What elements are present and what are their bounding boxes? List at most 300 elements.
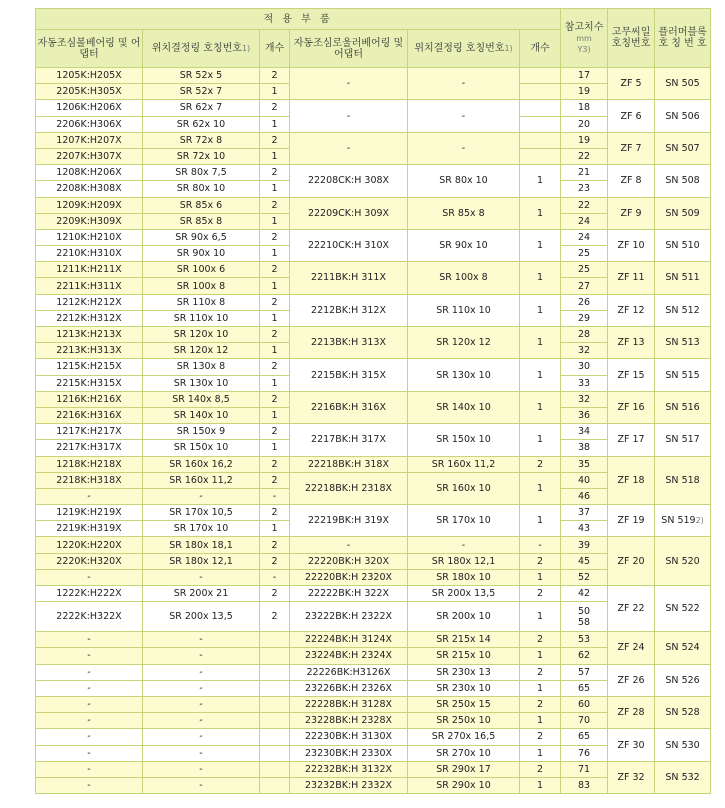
plummer-block-cell: SN 520	[655, 537, 711, 586]
count-cell	[260, 713, 290, 729]
plummer-block-cell: SN 524	[655, 632, 711, 664]
roller-locating-ring-cell: -	[408, 537, 520, 553]
locating-ring-cell: -	[143, 569, 260, 585]
roller-bearing-cell: 22228BK:H 3128X	[290, 696, 408, 712]
roller-locating-ring-cell: -	[408, 132, 520, 164]
ball-bearing-cell: 2213K:H313X	[36, 343, 143, 359]
locating-ring-cell: SR 120x 12	[143, 343, 260, 359]
locating-ring-cell: -	[143, 761, 260, 777]
plummer-block-cell: SN 509	[655, 197, 711, 229]
plummer-block-cell: SN 5192)	[655, 505, 711, 537]
roller-count-cell	[520, 100, 561, 116]
count-cell: 1	[260, 213, 290, 229]
count-cell	[260, 696, 290, 712]
roller-count-cell: 2	[520, 586, 561, 602]
locating-ring-cell: SR 140x 10	[143, 407, 260, 423]
rubber-seal-cell: ZF 16	[608, 391, 655, 423]
ref-dim-cell: 33	[561, 375, 608, 391]
roller-bearing-cell: 2215BK:H 315X	[290, 359, 408, 391]
count-cell: 2	[260, 505, 290, 521]
block-header: 플러머블록 호 칭 번 호	[655, 9, 711, 68]
count-cell: -	[260, 569, 290, 585]
locating-ring-cell: SR 140x 8,5	[143, 391, 260, 407]
roller-count-cell: 1	[520, 165, 561, 197]
count-cell: 2	[260, 165, 290, 181]
roller-count-cell: 2	[520, 696, 561, 712]
locating-ring-cell: SR 180x 12,1	[143, 553, 260, 569]
roller-bearing-cell: 23232BK:H 2332X	[290, 777, 408, 793]
ref-dim-cell: 76	[561, 745, 608, 761]
locating-ring-cell: SR 100x 8	[143, 278, 260, 294]
ref-dim-cell: 46	[561, 488, 608, 504]
ball-bearing-cell: 1213K:H213X	[36, 327, 143, 343]
locating-ring-header	[143, 30, 260, 68]
footnote-marker: 1)	[504, 44, 513, 53]
roller-bearing-cell: 22220BK:H 320X	[290, 553, 408, 569]
plummer-block-cell: SN 526	[655, 664, 711, 696]
roller-bearing-cell: 22230BK:H 3130X	[290, 729, 408, 745]
ball-bearing-cell: 2209K:H309X	[36, 213, 143, 229]
locating-ring-cell: SR 62x 7	[143, 100, 260, 116]
ball-bearing-cell: 1209K:H209X	[36, 197, 143, 213]
roller-bearing-cell: 22232BK:H 3132X	[290, 761, 408, 777]
roller-locating-ring-cell: SR 90x 10	[408, 229, 520, 261]
locating-ring-cell: SR 150x 9	[143, 424, 260, 440]
locating-ring-cell: SR 90x 6,5	[143, 229, 260, 245]
ball-bearing-cell: 1207K:H207X	[36, 132, 143, 148]
table-row	[36, 68, 711, 84]
roller-bearing-cell: -	[290, 100, 408, 132]
roller-count-cell: 1	[520, 680, 561, 696]
locating-ring-cell: SR 90x 10	[143, 246, 260, 262]
table-row	[36, 197, 711, 213]
roller-locating-ring-cell: -	[408, 100, 520, 132]
roller-locating-ring-cell: SR 250x 10	[408, 713, 520, 729]
rubber-seal-cell: ZF 18	[608, 456, 655, 505]
ball-bearing-cell: 1211K:H211X	[36, 262, 143, 278]
roller-locating-ring-cell: -	[408, 68, 520, 100]
locating-ring-cell: -	[143, 632, 260, 648]
locating-ring-cell: -	[143, 696, 260, 712]
locating-ring-cell: SR 80x 10	[143, 181, 260, 197]
locating-ring-cell: SR 110x 10	[143, 310, 260, 326]
roller-locating-ring-cell: SR 270x 16,5	[408, 729, 520, 745]
locating-ring2-label: 위치결정링 호칭번호	[414, 43, 505, 54]
roller-bearing-cell: 23228BK:H 2328X	[290, 713, 408, 729]
table-row	[36, 359, 711, 375]
locating-ring-cell: SR 52x 7	[143, 84, 260, 100]
ball-bearing-cell: 1210K:H210X	[36, 229, 143, 245]
seal-header: 고무씨일 호칭번호	[608, 9, 655, 68]
ref-dim-cell: 43	[561, 521, 608, 537]
footnote-marker: 2)	[695, 516, 704, 526]
roller-locating-ring-cell: SR 215x 10	[408, 648, 520, 664]
rubber-seal-cell: ZF 24	[608, 632, 655, 664]
rubber-seal-cell: ZF 11	[608, 262, 655, 294]
ball-bearing-cell: 1217K:H217X	[36, 424, 143, 440]
locating-ring-cell: SR 160x 16,2	[143, 456, 260, 472]
roller-bearing-cell: 2213BK:H 313X	[290, 327, 408, 359]
ball-bearing-cell: -	[36, 745, 143, 761]
locating-ring-cell: SR 170x 10,5	[143, 505, 260, 521]
count-cell: 1	[260, 375, 290, 391]
footnote-marker: 1)	[241, 44, 251, 53]
ref-dim-cell: 70	[561, 713, 608, 729]
rubber-seal-cell: ZF 26	[608, 664, 655, 696]
ref-dim-cell: 28	[561, 327, 608, 343]
roller-locating-ring-cell: SR 85x 8	[408, 197, 520, 229]
ball-bearing-cell: -	[36, 680, 143, 696]
rubber-seal-cell: ZF 32	[608, 761, 655, 793]
count-header: 개수	[260, 30, 290, 68]
ball-bearing-cell: 1216K:H216X	[36, 391, 143, 407]
ball-bearing-cell: 2217K:H317X	[36, 440, 143, 456]
count-cell: 1	[260, 407, 290, 423]
ref-dim-cell: 37	[561, 505, 608, 521]
roller-bearing-cell: 2216BK:H 316X	[290, 391, 408, 423]
locating-ring-cell: SR 160x 11,2	[143, 472, 260, 488]
roller-count-cell: 1	[520, 745, 561, 761]
roller-bearing-cell: 23222BK:H 2322X	[290, 602, 408, 632]
plummer-block-cell: SN 511	[655, 262, 711, 294]
ref-dim-cell: 40	[561, 472, 608, 488]
ball-bearing-cell: -	[36, 488, 143, 504]
ball-bearing-cell: 1218K:H218X	[36, 456, 143, 472]
rubber-seal-cell: ZF 12	[608, 294, 655, 326]
plummer-block-cell: SN 528	[655, 696, 711, 728]
count-cell: 1	[260, 278, 290, 294]
roller-locating-ring-cell: SR 80x 10	[408, 165, 520, 197]
locating-ring-cell: SR 130x 8	[143, 359, 260, 375]
roller-count-cell: 1	[520, 648, 561, 664]
rubber-seal-cell: ZF 19	[608, 505, 655, 537]
ref-dim-cell: 24	[561, 229, 608, 245]
locating-ring-cell: -	[143, 680, 260, 696]
roller-count-cell: 1	[520, 197, 561, 229]
ball-bearing-cell: -	[36, 696, 143, 712]
locating-ring-cell: SR 52x 5	[143, 68, 260, 84]
count2-header: 개수	[520, 30, 561, 68]
ref-dim-cell: 52	[561, 569, 608, 585]
ref-dim-cell: 26	[561, 294, 608, 310]
plummer-block-cell: SN 530	[655, 729, 711, 761]
roller-count-cell	[520, 68, 561, 84]
locating-ring-cell: SR 85x 6	[143, 197, 260, 213]
locating-ring-label: 위치결정링 호칭번호	[151, 43, 242, 54]
roller-count-cell: 1	[520, 472, 561, 504]
count-cell	[260, 729, 290, 745]
plummer-block-cell: SN 516	[655, 391, 711, 423]
ball-bearing-cell: 1219K:H219X	[36, 505, 143, 521]
plummer-block-cell: SN 515	[655, 359, 711, 391]
count-cell	[260, 648, 290, 664]
table-row	[36, 327, 711, 343]
roller-locating-ring-cell: SR 230x 13	[408, 664, 520, 680]
table-body	[36, 68, 711, 794]
roller-count-cell: 1	[520, 359, 561, 391]
ref-dim-cell: 53	[561, 632, 608, 648]
rubber-seal-cell: ZF 15	[608, 359, 655, 391]
count-cell: 1	[260, 246, 290, 262]
ref-dim-cell: 34	[561, 424, 608, 440]
count-cell: 1	[260, 84, 290, 100]
roller-bearing-cell: 22220BK:H 2320X	[290, 569, 408, 585]
locating-ring-cell: SR 150x 10	[143, 440, 260, 456]
plummer-block-cell: SN 517	[655, 424, 711, 456]
roller-count-cell	[520, 148, 561, 164]
rubber-seal-cell: ZF 8	[608, 165, 655, 197]
ref-dim-cell: 19	[561, 132, 608, 148]
ref-dim-label: 참고치수	[564, 21, 604, 33]
ref-dim-cell: 83	[561, 777, 608, 793]
ref-dim-cell: 71	[561, 761, 608, 777]
table-row	[36, 132, 711, 148]
ref-dim-symbol: Y3)	[577, 44, 591, 54]
table-row	[36, 632, 711, 648]
table-row	[36, 537, 711, 553]
ball-bearing-cell: -	[36, 569, 143, 585]
ball-bearing-header: 자동조심볼베어링 및 어댑터	[36, 30, 143, 68]
table-row	[36, 165, 711, 181]
roller-bearing-cell: 22218BK:H 318X	[290, 456, 408, 472]
table-row	[36, 761, 711, 777]
locating-ring-cell: SR 200x 13,5	[143, 602, 260, 632]
count-cell	[260, 745, 290, 761]
roller-bearing-cell: 2212BK:H 312X	[290, 294, 408, 326]
locating-ring2-header	[408, 30, 520, 68]
ref-dim-cell: 17	[561, 68, 608, 84]
locating-ring-cell: -	[143, 648, 260, 664]
roller-locating-ring-cell: SR 200x 10	[408, 602, 520, 632]
roller-bearing-cell: 23230BK:H 2330X	[290, 745, 408, 761]
ball-bearing-cell: -	[36, 761, 143, 777]
roller-count-cell: 1	[520, 391, 561, 423]
locating-ring-cell: -	[143, 745, 260, 761]
locating-ring-cell: -	[143, 713, 260, 729]
roller-bearing-cell: -	[290, 132, 408, 164]
locating-ring-cell: SR 72x 8	[143, 132, 260, 148]
table-row	[36, 729, 711, 745]
count-cell: 2	[260, 424, 290, 440]
count-cell: 2	[260, 262, 290, 278]
count-cell: -	[260, 488, 290, 504]
ball-bearing-cell: 2206K:H306X	[36, 116, 143, 132]
count-cell: 2	[260, 197, 290, 213]
ball-bearing-cell: 2215K:H315X	[36, 375, 143, 391]
roller-bearing-cell: 22219BK:H 319X	[290, 505, 408, 537]
plummer-block-cell: SN 512	[655, 294, 711, 326]
table-row	[36, 229, 711, 245]
count-cell: 1	[260, 310, 290, 326]
plummer-block-cell: SN 508	[655, 165, 711, 197]
count-cell: 2	[260, 586, 290, 602]
count-cell: 2	[260, 602, 290, 632]
table-row	[36, 505, 711, 521]
count-cell	[260, 761, 290, 777]
roller-count-cell	[520, 132, 561, 148]
roller-count-cell	[520, 116, 561, 132]
rubber-seal-cell: ZF 5	[608, 68, 655, 100]
locating-ring-cell: SR 170x 10	[143, 521, 260, 537]
count-cell: 2	[260, 132, 290, 148]
ball-bearing-cell: 2210K:H310X	[36, 246, 143, 262]
roller-bearing-cell: 22224BK:H 3124X	[290, 632, 408, 648]
roller-bearing-cell: 22209CK:H 309X	[290, 197, 408, 229]
ball-bearing-cell: -	[36, 729, 143, 745]
ball-bearing-cell: -	[36, 632, 143, 648]
roller-count-cell: 2	[520, 456, 561, 472]
ref-dim-cell: 57	[561, 664, 608, 680]
count-cell: 2	[260, 294, 290, 310]
ref-dim-cell: 32	[561, 391, 608, 407]
roller-count-cell: 1	[520, 229, 561, 261]
locating-ring-cell: SR 120x 10	[143, 327, 260, 343]
plummer-block-cell: SN 506	[655, 100, 711, 132]
ref-dim-cell: 25	[561, 262, 608, 278]
count-cell	[260, 777, 290, 793]
locating-ring-cell: -	[143, 664, 260, 680]
plummer-block-cell: SN 510	[655, 229, 711, 261]
ref-dim-cell: 18	[561, 100, 608, 116]
roller-count-cell: 1	[520, 569, 561, 585]
count-cell: 1	[260, 440, 290, 456]
plummer-block-cell: SN 518	[655, 456, 711, 505]
bearing-spec-table	[35, 8, 711, 794]
ball-bearing-cell: -	[36, 777, 143, 793]
rubber-seal-cell: ZF 10	[608, 229, 655, 261]
roller-locating-ring-cell: SR 250x 15	[408, 696, 520, 712]
count-cell: 1	[260, 181, 290, 197]
roller-locating-ring-cell: SR 180x 12,1	[408, 553, 520, 569]
ref-dim-cell: 22	[561, 148, 608, 164]
count-cell: 1	[260, 116, 290, 132]
roller-locating-ring-cell: SR 120x 12	[408, 327, 520, 359]
locating-ring-cell: SR 110x 8	[143, 294, 260, 310]
ref-dim-cell: 23	[561, 181, 608, 197]
locating-ring-cell: SR 130x 10	[143, 375, 260, 391]
ref-dim-cell: 20	[561, 116, 608, 132]
roller-bearing-cell: 22226BK:H3126X	[290, 664, 408, 680]
table-row	[36, 696, 711, 712]
count-cell: 2	[260, 472, 290, 488]
count-cell: 2	[260, 359, 290, 375]
count-cell	[260, 664, 290, 680]
table-row	[36, 424, 711, 440]
plummer-block-cell: SN 513	[655, 327, 711, 359]
ball-bearing-cell: 1215K:H215X	[36, 359, 143, 375]
roller-locating-ring-cell: SR 180x 10	[408, 569, 520, 585]
ball-bearing-cell: 1222K:H222X	[36, 586, 143, 602]
ref-dim-cell: 42	[561, 586, 608, 602]
roller-count-cell: 1	[520, 777, 561, 793]
rubber-seal-cell: ZF 13	[608, 327, 655, 359]
ball-bearing-cell: 2212K:H312X	[36, 310, 143, 326]
rubber-seal-cell: ZF 22	[608, 586, 655, 632]
ball-bearing-cell: -	[36, 648, 143, 664]
ref-dim-cell: 60	[561, 696, 608, 712]
ref-dim-cell: 39	[561, 537, 608, 553]
rubber-seal-cell: ZF 17	[608, 424, 655, 456]
locating-ring-cell: SR 80x 7,5	[143, 165, 260, 181]
ball-bearing-cell: 1206K:H206X	[36, 100, 143, 116]
roller-bearing-cell: -	[290, 537, 408, 553]
ref-dim-cell: 62	[561, 648, 608, 664]
ball-bearing-cell: 2216K:H316X	[36, 407, 143, 423]
rubber-seal-cell: ZF 20	[608, 537, 655, 586]
locating-ring-cell: -	[143, 777, 260, 793]
rubber-seal-cell: ZF 30	[608, 729, 655, 761]
roller-bearing-cell: 23224BK:H 2324X	[290, 648, 408, 664]
roller-locating-ring-cell: SR 150x 10	[408, 424, 520, 456]
ref-dim-cell: 32	[561, 343, 608, 359]
roller-count-cell: 1	[520, 713, 561, 729]
roller-locating-ring-cell: SR 110x 10	[408, 294, 520, 326]
ref-dim-cell: 25	[561, 246, 608, 262]
ref-dim-cell: 35	[561, 456, 608, 472]
ref-dim-cell: 36	[561, 407, 608, 423]
ref-dim-unit: mm	[576, 33, 592, 43]
ref-dim-cell: 27	[561, 278, 608, 294]
roller-count-cell: 1	[520, 602, 561, 632]
count-cell: 2	[260, 553, 290, 569]
count-cell: 2	[260, 456, 290, 472]
count-cell: 2	[260, 537, 290, 553]
roller-count-cell	[520, 84, 561, 100]
count-cell: 1	[260, 343, 290, 359]
roller-bearing-header: 자동조심로울러베어링 및 어댑터	[290, 30, 408, 68]
roller-bearing-cell: 22210CK:H 310X	[290, 229, 408, 261]
locating-ring-cell: SR 85x 8	[143, 213, 260, 229]
plummer-block-cell: SN 507	[655, 132, 711, 164]
roller-count-cell: 2	[520, 761, 561, 777]
roller-locating-ring-cell: SR 200x 13,5	[408, 586, 520, 602]
locating-ring-cell: SR 72x 10	[143, 148, 260, 164]
ref-dim-cell: 22	[561, 197, 608, 213]
table-row	[36, 664, 711, 680]
table-row	[36, 586, 711, 602]
ball-bearing-cell: 2208K:H308X	[36, 181, 143, 197]
roller-locating-ring-cell: SR 170x 10	[408, 505, 520, 537]
roller-bearing-cell: 22208CK:H 308X	[290, 165, 408, 197]
roller-bearing-cell: 2217BK:H 317X	[290, 424, 408, 456]
roller-bearing-cell: -	[290, 68, 408, 100]
table-row	[36, 391, 711, 407]
ref-dim-cell: 19	[561, 84, 608, 100]
locating-ring-cell: SR 180x 18,1	[143, 537, 260, 553]
roller-count-cell: 1	[520, 424, 561, 456]
locating-ring-cell: -	[143, 729, 260, 745]
table-row	[36, 456, 711, 472]
roller-bearing-cell: 22218BK:H 2318X	[290, 472, 408, 504]
ball-bearing-cell: 1220K:H220X	[36, 537, 143, 553]
count-cell: 2	[260, 229, 290, 245]
locating-ring-cell: -	[143, 488, 260, 504]
roller-count-cell: 1	[520, 505, 561, 537]
ball-bearing-cell: 2205K:H305X	[36, 84, 143, 100]
ref-dim-cell: 21	[561, 165, 608, 181]
ball-bearing-cell: 2207K:H307X	[36, 148, 143, 164]
ball-bearing-cell: 2218K:H318X	[36, 472, 143, 488]
roller-count-cell: -	[520, 537, 561, 553]
roller-count-cell: 2	[520, 632, 561, 648]
ball-bearing-cell: 1208K:H206X	[36, 165, 143, 181]
rubber-seal-cell: ZF 9	[608, 197, 655, 229]
plummer-block-cell: SN 522	[655, 586, 711, 632]
ref-dim-cell: 50 58	[561, 602, 608, 632]
rubber-seal-cell: ZF 28	[608, 696, 655, 728]
applicable-parts-header: 적 용 부 품	[36, 9, 561, 30]
rubber-seal-cell: ZF 7	[608, 132, 655, 164]
